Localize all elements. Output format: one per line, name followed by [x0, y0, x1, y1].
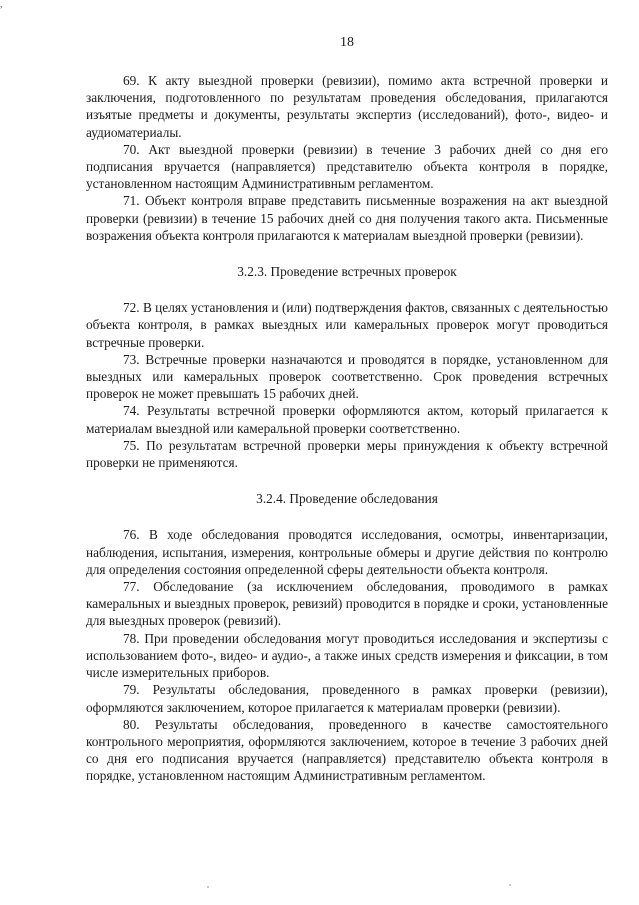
section-heading-3-2-3: 3.2.3. Проведение встречных проверок [237, 264, 457, 280]
scan-speck [509, 884, 511, 886]
document-page [86, 34, 608, 785]
paragraph-72: 72. В целях установления и (или) подтверждения фактов, связанных с деятельностью объекта контроля, в рамках выездных или камеральных проверок могут проводиться встречные проверки. [86, 300, 608, 350]
paragraph-73: 73. Встречные проверки назначаются и проводятся в порядке, установленном для выездных или камеральных проверок соответственно. Срок проведения встречных проверок не может превышать 15 рабочих дней. [86, 351, 608, 402]
section-heading-3-2-4: 3.2.4. Проведение обследования [256, 491, 438, 507]
paragraph-78: 78. При проведении обследования могут проводиться исследования и экспертизы с использованием фото-, видео- и аудио-, а также иных средств измерения и фиксации, в том числе измерительных приборов. [86, 630, 608, 681]
paragraph-74: 74. Результаты встречной проверки оформляются актом, который прилагается к материалам выездной или камеральной проверки соответственно. [86, 403, 608, 436]
paragraph-77: 77. Обследование (за исключением обследования, проводимого в рамках камеральных и выездных проверок, ревизий) проводится в порядке и сроки, установленные для выездных проверок (ревизий). [86, 579, 608, 629]
paragraph-80: 80. Результаты обследования, проведенного в качестве самостоятельного контрольного мероприятия, оформляются заключением, которое в течение 3 рабочих дней со дня его подписания вручается (направляется) представителю объекта контроля в порядке, установленном настоящим Административным регламентом. [86, 716, 608, 784]
paragraph-76: 76. В ходе обследования проводятся исследования, осмотры, инвентаризации, наблюдения, испытания, измерения, контрольные обмеры и другие действия по контролю для определения состояния определенной сферы деятельности объекта контроля. [86, 527, 608, 577]
scan-corner-mark: , [0, 0, 3, 10]
scan-specks [0, 880, 639, 892]
paragraph-69: 69. К акту выездной проверки (ревизии), помимо акта встречной проверки и заключения, подготовленного по результатам проведения обследования, прилагаются изъятые предметы и документы, результаты экспертиз (исследований), фото-, видео- и аудиоматериалы. [86, 73, 608, 140]
paragraph-70: 70. Акт выездной проверки (ревизии) в течение 3 рабочих дней со дня его подписания вручается (направляется) представителю объекта контроля в порядке, установленном настоящим Административным регламентом. [86, 141, 608, 192]
scan-speck [207, 886, 209, 888]
paragraph-79: 79. Результаты обследования, проведенного в рамках проверки (ревизии), оформляются заключением, которое прилагается к материалам проверки (ревизии). [86, 682, 608, 715]
paragraph-71: 71. Объект контроля вправе представить письменные возражения на акт выездной проверки (ревизии) в течение 15 рабочих дней со дня получения такого акта. Письменные возражения объекта контроля прилагаются к материалам выездной проверки (ревизии). [86, 193, 608, 243]
paragraph-75: 75. По результатам встречной проверки меры принуждения к объекту встречной проверки не применяются. [86, 437, 608, 471]
page-number: 18 [340, 35, 354, 50]
